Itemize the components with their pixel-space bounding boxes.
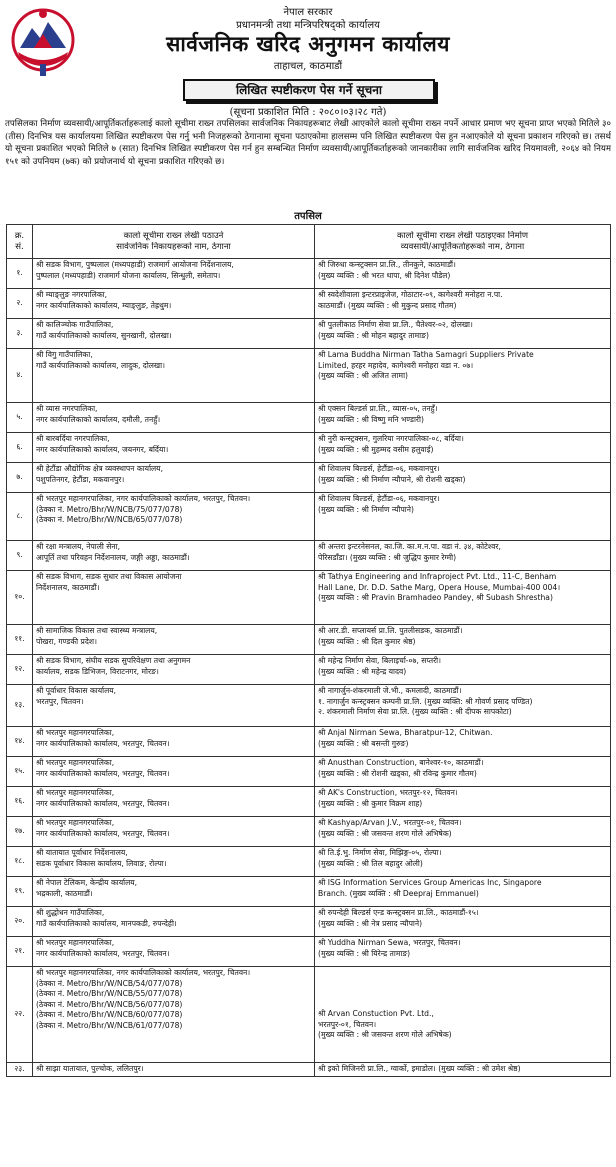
firm-line: भरतपुर-०१, चितवन।	[318, 1019, 377, 1029]
row-serial-number: २१.	[7, 937, 33, 967]
public-body-line: कार्यालय, सडक डिभिजन, विराटनगर, मोरङ।	[36, 666, 159, 676]
public-body-line: गाउँ कार्यपालिकाको कार्यालय, सुनखानी, दोलखा।	[36, 330, 172, 340]
row-serial-number: १८.	[7, 847, 33, 877]
public-body-line: (ठेक्का नं. Metro/Bhr/W/NCB/56/077/078)	[36, 999, 183, 1009]
public-body-line: श्री पूर्वाधार विकास कार्यालय,	[36, 686, 117, 695]
firm-line: श्री पुतलीकाठ निर्माण सेवा प्रा.लि., चैतेश्वर-०२, दोलखा।	[318, 320, 473, 329]
firm-cell	[315, 787, 611, 817]
firm-cell	[315, 967, 611, 1063]
row-serial-number: ९.	[7, 541, 33, 571]
public-body-line: (ठेक्का नं. Metro/Bhr/W/NCB/75/077/078)	[36, 504, 183, 514]
table-row	[7, 571, 611, 625]
firm-cell	[315, 1063, 611, 1077]
public-body-cell	[33, 685, 315, 727]
office-location: ताहाचल, काठमाडौं	[273, 61, 343, 72]
row-serial-number: १७.	[7, 817, 33, 847]
notice-title-banner: लिखित स्पष्टीकरण पेस गर्ने सूचना	[183, 79, 435, 101]
firm-cell	[315, 847, 611, 877]
table-row	[7, 787, 611, 817]
public-body-cell	[33, 787, 315, 817]
firm-line: Branch. (मुख्य व्यक्ति : श्री Deepraj Emmanuel)	[318, 888, 479, 898]
public-body-line: श्री भरतपुर महानगरपालिका, नगर कार्यपालिकाको कार्यालय, भरतपुर, चितवन।	[36, 968, 251, 977]
firm-cell	[315, 907, 611, 937]
row-serial-number: १९.	[7, 877, 33, 907]
firm-line: श्री AK's Construction, भरतपुर-१२, चितवन।	[318, 788, 458, 797]
firm-line: (मुख्य व्यक्ति : श्री बसन्ती गुरुङ)	[318, 738, 409, 748]
firm-line: श्री शिवालय बिल्डर्स, हेटौंडा-०६, मकवानपुर।	[318, 494, 440, 503]
public-body-cell	[33, 625, 315, 655]
public-body-line: श्री सडक विभाग, पुष्पलाल (मध्यपहाडी) राजमार्ग आयोजना निर्देशनालय,	[36, 260, 234, 269]
public-body-line: श्री बारबर्दिया नगरपालिका,	[36, 434, 110, 443]
firm-cell	[315, 493, 611, 541]
firm-cell	[315, 685, 611, 727]
table-row	[7, 847, 611, 877]
firm-line: श्री Yuddha Nirman Sewa, भरतपुर, चितवन।	[318, 938, 461, 947]
office-title: सार्वजनिक खरिद अनुगमन कार्यालय	[166, 31, 450, 56]
table-row	[7, 817, 611, 847]
row-serial-number: २०.	[7, 907, 33, 937]
public-body-cell	[33, 655, 315, 685]
public-body-cell	[33, 727, 315, 757]
table-row	[7, 877, 611, 907]
row-serial-number: २३.	[7, 1063, 33, 1077]
public-body-line: श्री भरतपुर महानगरपालिका,	[36, 758, 115, 767]
firm-cell	[315, 433, 611, 463]
public-body-line: नगर कार्यपालिकाको कार्यालय, भरतपुर, चितवन।	[36, 798, 170, 808]
firm-line: श्री आर.डी. सप्लायर्स प्रा.लि. पुतलीसडक, काठमाडौं।	[318, 626, 463, 635]
public-body-cell	[33, 403, 315, 433]
public-body-line: श्री हेटौंडा औद्योगिक क्षेत्र व्यवस्थापन कार्यालय,	[36, 464, 164, 473]
public-body-cell	[33, 463, 315, 493]
firm-line: (मुख्य व्यक्ति : श्री विष्णु मनि भण्डारी)	[318, 414, 424, 424]
table-row	[7, 1063, 611, 1077]
row-serial-number: २.	[7, 289, 33, 319]
firm-line: श्री Anjal Nirman Sewa, Bharatpur-12, Chitwan.	[318, 728, 493, 737]
public-body-line: पुष्पलाल (मध्यपहाडी) राजमार्ग योजना कार्यालय, सिन्धुली, समेताप।	[36, 270, 221, 280]
firm-line: श्री Arvan Constuction Pvt. Ltd.,	[318, 1009, 434, 1019]
public-body-cell	[33, 349, 315, 403]
firm-line: पेरिसडाँडा। (मुख्य व्यक्ति : श्री जुद्धिप कुमार रेग्मी)	[318, 552, 457, 562]
firm-line: श्री ति.ई.भु. निर्माण सेवा, मिझिङ्ग-०५, रोल्पा।	[318, 848, 442, 857]
table-row	[7, 937, 611, 967]
firm-line: श्री ISG Information Services Group Americas Inc, Singapore	[318, 878, 542, 887]
public-body-line: (ठेक्का नं. Metro/Bhr/W/NCB/55/077/078)	[36, 989, 183, 998]
firm-line: श्री नागार्जुन-शंकरमाली जे.भी., कमलादी, काठमाडौं।	[318, 686, 462, 695]
firm-line	[318, 988, 607, 999]
table-row	[7, 463, 611, 493]
table-row	[7, 493, 611, 541]
firm-cell	[315, 625, 611, 655]
public-body-line: श्री भरतपुर महानगरपालिका,	[36, 728, 115, 737]
public-body-line: नगर कार्यपालिकाको कार्यालय, म्याङ्लुङ, तेह्रथुम।	[36, 300, 172, 310]
firm-cell	[315, 403, 611, 433]
firm-cell	[315, 463, 611, 493]
row-serial-number: १२.	[7, 655, 33, 685]
public-body-cell	[33, 433, 315, 463]
firm-line: (मुख्य व्यक्ति : श्री महेन्द्र यादव)	[318, 666, 407, 676]
row-serial-number: १.	[7, 259, 33, 289]
public-body-cell	[33, 541, 315, 571]
public-body-line: नगर कार्यपालिकाको कार्यालय, भरतपुर, चितवन।	[36, 768, 170, 778]
firm-line: (मुख्य व्यक्ति : श्री Pravin Bramhadeo Pandey, श्री Subash Shrestha)	[318, 593, 553, 602]
row-serial-number: १६.	[7, 787, 33, 817]
firm-line: श्री महेन्द्र निर्माण सेवा, बिलाइर्चा-०७, सप्तरी।	[318, 656, 442, 665]
table-row	[7, 403, 611, 433]
row-serial-number: ७.	[7, 463, 33, 493]
public-body-line: सडक पूर्वाधार विकास कार्यालय, लिवाङ, रोल्पा।	[36, 858, 167, 868]
row-serial-number: ३.	[7, 319, 33, 349]
firm-cell	[315, 655, 611, 685]
firm-line	[318, 999, 607, 1010]
public-body-line: (ठेक्का नं. Metro/Bhr/W/NCB/60/077/078)	[36, 1010, 183, 1019]
public-body-line: भरतपुर, चितवन।	[36, 696, 84, 706]
public-body-line: श्री म्याङ्लुङ नगरपालिका,	[36, 290, 108, 299]
row-serial-number: २२.	[7, 967, 33, 1063]
firm-line: श्री नुरी कन्स्ट्रक्सन, गुलरिया नगरपालिका-०८, बर्दिया।	[318, 434, 464, 443]
public-body-line: नगर कार्यपालिकाको कार्यालय, जयनगर, बर्दिया।	[36, 444, 169, 454]
public-body-line: नगर कार्यपालिकाको कार्यालय, भरतपुर, चितवन।	[36, 828, 170, 838]
public-body-cell	[33, 493, 315, 541]
public-body-cell	[33, 847, 315, 877]
row-serial-number: १५.	[7, 757, 33, 787]
firm-line: (मुख्य व्यक्ति : श्री अजित लामा)	[318, 371, 409, 380]
firm-cell	[315, 571, 611, 625]
table-row	[7, 541, 611, 571]
row-serial-number: ८.	[7, 493, 33, 541]
row-serial-number: ११.	[7, 625, 33, 655]
firm-cell	[315, 877, 611, 907]
table-row	[7, 289, 611, 319]
row-serial-number: ५.	[7, 403, 33, 433]
firm-line: २. शंकरमाली निर्माण सेवा प्रा.लि. (मुख्य व्यक्ति : श्री दीपक सापकोटा)	[318, 707, 512, 716]
public-body-line: निर्देशनालय, काठमाडौं।	[36, 582, 100, 592]
firm-cell	[315, 289, 611, 319]
firm-line: श्री Lama Buddha Nirman Tatha Samagri Suppliers Private	[318, 350, 534, 359]
table-row	[7, 259, 611, 289]
intro-paragraph: तपसिलका निर्माण व्यवसायी/आपूर्तिकर्ताहरूलाई कालो सूचीमा राख्न तपसिलका सार्वजनिक निकायहरूबाट लेखी आएकोले कालो सूचीमा राख्न नपर्ने आधार प्रमाण भए सूचना प्राप्त भएको मितिले ३० (तीस) दिनभित्र यस कार्यालयमा लिखित स्पष्टीकरण पेस गर्नु भनी निजहरूको ठेगानामा सूचना पठाएकोमा हालसम्म पनि लिखित स्पष्टीकरण पेस हुन नआएकोले यो सूचना प्रकाशन गरिएको छ। तसर्थ यो सूचना प्रकाशित भएको मितिले ७ (सात) दिनभित्र लिखित स्पष्टीकरण पेस गर्न हुन सम्बन्धित निर्माण व्यवसायी/आपूर्तिकर्ताहरूको जानकारीका लागि सार्वजनिक खरिद नियमावली, २०६४ को नियम १५१ को उपनियम (७क) को प्रयोजनार्थ यो सूचना प्रकाशित गरिएको छ।	[5, 119, 611, 167]
public-body-line: श्री व्यास नगरपालिका,	[36, 404, 98, 413]
firm-line: (मुख्य व्यक्ति : श्री निर्माण न्यौपाने)	[318, 504, 414, 514]
public-body-line: श्री भरतपुर महानगरपालिका,	[36, 938, 115, 947]
public-body-cell	[33, 571, 315, 625]
firm-line: Limited, हरहर महादेव, कागेश्वरी मनोहरा वडा न. ०७।	[318, 360, 474, 370]
firm-line: (मुख्य व्यक्ति : श्री दिल कुमार श्रेष्ठ)	[318, 636, 416, 646]
firm-cell	[315, 757, 611, 787]
public-body-line: श्री भरतपुर महानगरपालिका, नगर कार्यपालिकाको कार्यालय, भरतपुर, चितवन।	[36, 494, 251, 503]
public-body-line: श्री विगु गाउँपालिका,	[36, 350, 93, 359]
public-body-line: पशुपतिनगर, हेटौंडा, मकवानपुर।	[36, 474, 125, 484]
firm-line: श्री Kashyap/Arvan J.V., भरतपुर-०१, चितवन।	[318, 818, 462, 827]
public-body-line: श्री सडक विभाग, सडक सुधार तथा विकास आयोजना	[36, 572, 182, 581]
row-serial-number: १४.	[7, 727, 33, 757]
firm-line: श्री Anusthan Construction, बानेश्वर-१०, काठमाडौं।	[318, 758, 484, 767]
firm-line: श्री शिवालय बिल्डर्स, हेटौंडा-०६, मकवानपुर।	[318, 464, 440, 473]
public-body-line: गाउँ कार्यपालिकाको कार्यालय, मानपकडी, रुपन्देही।	[36, 918, 177, 928]
table-row	[7, 349, 611, 403]
firm-cell	[315, 817, 611, 847]
table-row	[7, 757, 611, 787]
govt-line: नेपाल सरकार	[283, 7, 333, 18]
col-header-public-body: कालो सूचीमा राख्न लेखी पठाउने सार्वजनिक निकायहरूको नाम, ठेगाना	[33, 225, 315, 259]
schedule-heading: तपसिल	[294, 211, 322, 222]
table-row	[7, 625, 611, 655]
ministry-line: प्रधानमन्त्री तथा मन्त्रिपरिषद्को कार्यालय	[236, 20, 380, 31]
firm-line: श्री जिरुधा कन्स्ट्रक्सन प्रा.लि., तीनकुने, काठमाडौं।	[318, 260, 456, 269]
col-header-firm: कालो सूचीमा राख्न लेखी पठाइएका निर्माण व्यवसायी/आपूर्तिकर्ताहरूको नाम, ठेगाना	[315, 225, 611, 259]
public-body-line: (ठेक्का नं. Metro/Bhr/W/NCB/61/077/078)	[36, 1020, 183, 1030]
firm-line: (मुख्य व्यक्ति : श्री जसवन्त शरण गोले अभिषेक)	[318, 1030, 452, 1040]
firm-cell	[315, 727, 611, 757]
public-body-line: श्री साझा यातायात, पुल्चोक, ललितपुर।	[36, 1064, 144, 1073]
table-row	[7, 727, 611, 757]
public-body-line: नगर कार्यपालिकाको कार्यालय, भरतपुर, चितवन।	[36, 738, 170, 748]
public-body-cell	[33, 1063, 315, 1077]
public-body-cell	[33, 259, 315, 289]
firm-cell	[315, 937, 611, 967]
firm-line: (मुख्य व्यक्ति : श्री मुहम्मद वसीम हलुवाई)	[318, 444, 434, 454]
firm-line: (मुख्य व्यक्ति : श्री यिरेन्द्र तामाङ)	[318, 948, 411, 958]
firm-line: श्री अन्तरा इन्टरनेसनल, का.जि. का.म.न.पा. वडा नं. ३४, कोटेश्वर,	[318, 542, 501, 551]
firm-line: १. नागार्जुन कन्स्ट्रक्सन कम्पनी प्रा.लि. (मुख्य व्यक्ति: श्री गोवर्ण प्रसाद पण्डित)	[318, 696, 533, 706]
firm-line: श्री Tathya Engineering and Infraproject Pvt. Ltd., 11-C, Benham	[318, 572, 557, 581]
table-header-row	[7, 225, 611, 259]
table-row	[7, 967, 611, 1063]
firm-line: (मुख्य व्यक्ति : श्री तिल बहादुर ओली)	[318, 858, 423, 868]
firm-cell	[315, 319, 611, 349]
table-body	[7, 259, 611, 1077]
firm-line: (मुख्य व्यक्ति : श्री कुमार विक्रम शाह)	[318, 798, 423, 808]
public-body-line: गाउँ कार्यपालिकाको कार्यालय, लादुक, दोलखा।	[36, 360, 165, 370]
public-body-line: श्री भरतपुर महानगरपालिका,	[36, 818, 115, 827]
public-body-line: श्री भरतपुर महानगरपालिका,	[36, 788, 115, 797]
row-serial-number: ६.	[7, 433, 33, 463]
public-body-cell	[33, 967, 315, 1063]
public-body-cell	[33, 877, 315, 907]
public-body-line: पोखरा, गण्डकी प्रदेश।	[36, 636, 97, 646]
col-header-sn: क्र. सं.	[7, 225, 33, 259]
firm-line: श्री स्वदेशीवाला इन्टरप्राइजेज, गोठाटार-०९, कागेश्वरी मनोहरा न.पा.	[318, 290, 503, 299]
public-body-line: आपूर्ति तथा परिवहन निर्देशनालय, जङ्गी अड्डा, काठमाडौं।	[36, 552, 190, 562]
public-body-line: श्री रक्षा मन्त्रालय, नेपाली सेना,	[36, 542, 120, 551]
firm-line: (मुख्य व्यक्ति : श्री भरत थापा, श्री दिनेश पौडेल)	[318, 270, 451, 280]
firm-line: (मुख्य व्यक्ति : श्री नेत्र प्रसाद न्यौपाने)	[318, 918, 423, 928]
public-body-cell	[33, 937, 315, 967]
table-row	[7, 907, 611, 937]
public-body-line: श्री नेपाल टेलिकम, केन्द्रीय कार्यालय,	[36, 878, 138, 887]
firm-line: श्री इको मिजिनरी प्रा.लि., ग्वार्को, इमाडोल। (मुख्य व्यक्ति : श्री उमेश श्रेष्ठ)	[318, 1064, 521, 1073]
public-body-cell	[33, 319, 315, 349]
firm-line: (मुख्य व्यक्ति : श्री रोशनी खड्का, श्री रविन्द्र कुमार गौतम)	[318, 768, 477, 778]
firm-line: श्री रुपन्देही बिल्डर्स एन्ड कन्स्ट्रक्सन प्रा.लि., काठमाडौं-१५।	[318, 908, 479, 917]
firm-line: (मुख्य व्यक्ति : श्री मोहन बहादुर तामाङ)	[318, 330, 429, 340]
firm-line: (मुख्य व्यक्ति : श्री जसवन्त शरण गोले अभिषेक)	[318, 828, 452, 838]
public-body-cell	[33, 817, 315, 847]
public-body-cell	[33, 907, 315, 937]
table-row	[7, 655, 611, 685]
firm-cell	[315, 541, 611, 571]
public-body-line: श्री सडक विभाग, संघीय सडक सुपरिवेक्षण तथा अनुगमन	[36, 656, 191, 665]
table-row	[7, 319, 611, 349]
publish-date: (सूचना प्रकाशित मिति : २०८०।०३।२८ गते)	[229, 107, 387, 118]
firm-line: काठमाडौं। (मुख्य व्यक्ति : श्री मुकुन्द प्रसाद गौतम)	[318, 300, 457, 310]
public-body-line: श्री सामाजिक विकास तथा स्वास्थ्य मन्त्रालय,	[36, 626, 158, 635]
firm-cell	[315, 259, 611, 289]
row-serial-number: ४.	[7, 349, 33, 403]
table-row	[7, 685, 611, 727]
public-body-line: नगर कार्यपालिकाको कार्यालय, भरतपुर, चितवन।	[36, 948, 170, 958]
public-body-line: श्री शुद्धोधन गाउँपालिका,	[36, 908, 105, 917]
firm-line: Hall Lane, Dr. D.D. Sathe Marg, Opera House, Mumbai-400 004।	[318, 582, 561, 592]
public-body-line: (ठेक्का नं. Metro/Bhr/W/NCB/54/077/078)	[36, 978, 183, 988]
public-body-cell	[33, 289, 315, 319]
table-row	[7, 433, 611, 463]
firm-line: श्री एक्सन बिल्डर्स प्रा.लि., व्यास-०५, तनहुँ।	[318, 404, 438, 413]
blacklist-table	[6, 224, 611, 1077]
public-body-line: (ठेक्का नं. Metro/Bhr/W/NCB/65/077/078)	[36, 515, 183, 524]
row-serial-number: १३.	[7, 685, 33, 727]
firm-cell	[315, 349, 611, 403]
public-body-line: श्री कालिञ्चोक गाउँपालिका,	[36, 320, 114, 329]
public-body-line: नगर कार्यपालिकाको कार्यालय, दमौली, तनहुँ।	[36, 414, 161, 424]
public-body-line: श्री यातायात पूर्वाधार निर्देशनालय,	[36, 848, 128, 857]
public-body-cell	[33, 757, 315, 787]
firm-line: (मुख्य व्यक्ति : श्री निर्माण न्यौपाने, श्री रोशनी खड्का)	[318, 474, 466, 484]
row-serial-number: १०.	[7, 571, 33, 625]
public-body-line: भद्रकाली, काठमाडौं।	[36, 888, 93, 898]
